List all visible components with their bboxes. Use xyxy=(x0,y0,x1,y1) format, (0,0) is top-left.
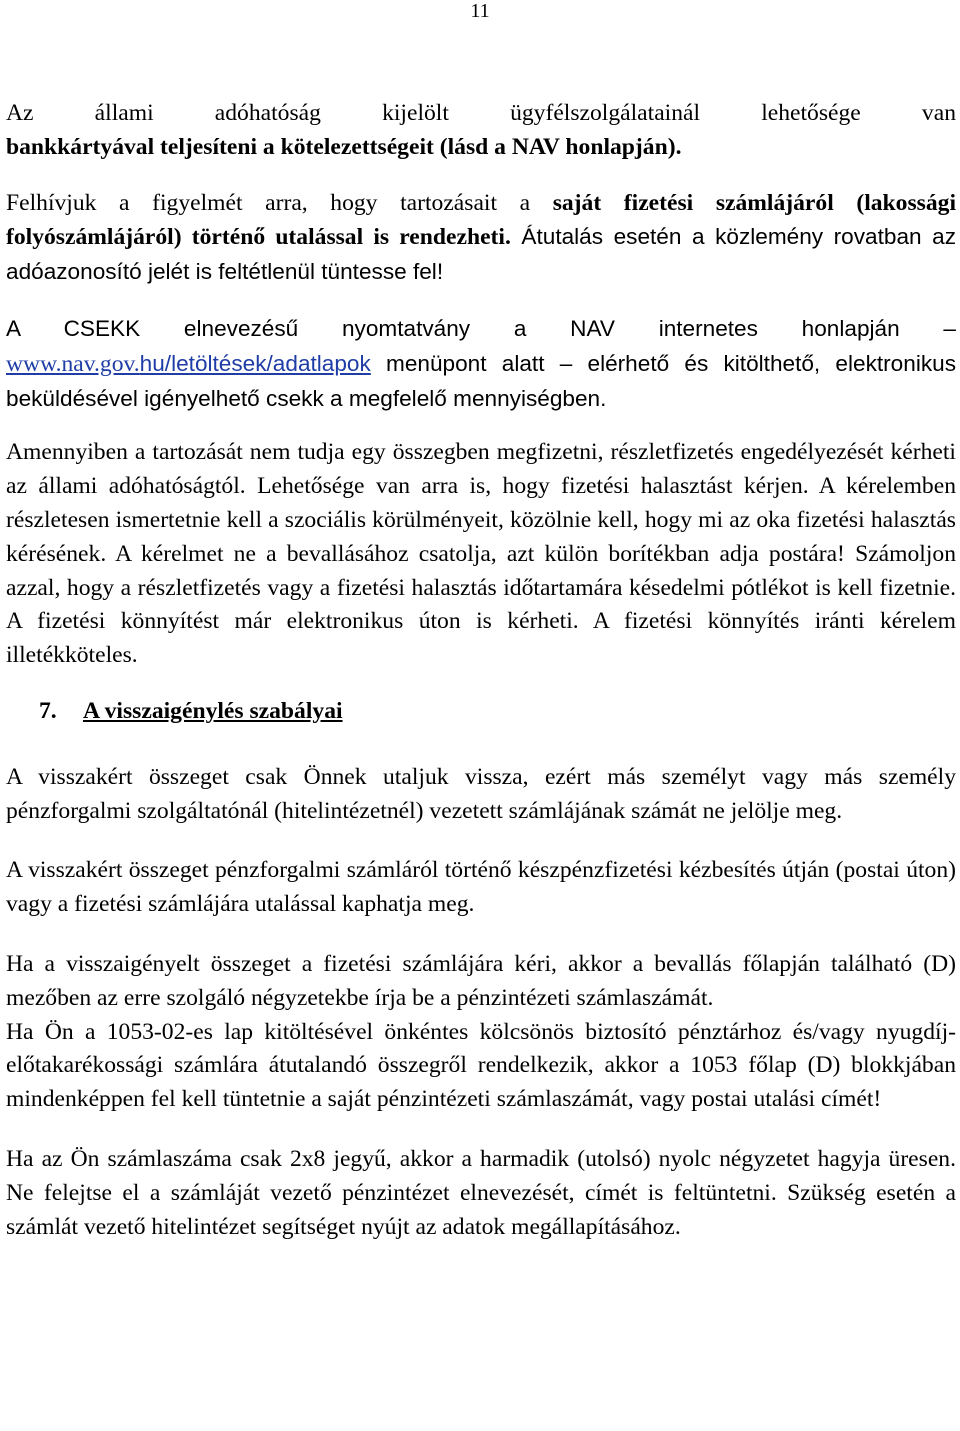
section-title: A visszaigénylés szabályai xyxy=(83,697,343,724)
paragraph-text: menüpont alatt – elérhető és kitölthető, elektronikus beküldésével igényelhető csekk a megfelelő mennyiségben. xyxy=(6,350,956,411)
nav-download-link[interactable]: hu/letöltések/adatlapok xyxy=(139,350,371,376)
paragraph-card-payment xyxy=(6,97,956,165)
paragraph-pension-fund: Ha Ön a 1053-02-es lap kitöltésével önkéntes kölcsönös biztosító pénztárhoz és/vagy nyugdíj-előtakarékossági számlára átutalandó összegről rendelkezik, akkor a 1053 főlap (D) blokkjában mindenképpen fel kell tüntetnie a saját pénzintézeti számlaszámát, vagy postai utalási címét! xyxy=(6,1018,956,1113)
document-body xyxy=(6,97,956,1244)
paragraph-installment: Amennyiben a tartozását nem tudja egy összegben megfizetni, részletfizetés engedélyezését kérheti az állami adóhatóságtól. Lehetősége van arra is, hogy fizetési halasztást kérjen. A kérelemben részletesen ismertetnie kell a szociális körülményeit, közölnie kell, hogy mi az oka fizetési halasztás kérésének. A kérelmet ne a bevallásához csatolja, azt külön borítékban adja postára! Számoljon azzal, hogy a részletfizetés vagy a fizetési halasztás időtartamára késedelmi pótlékot is kell fizetnie. A fizetési könnyítést már elektronikus úton is kérheti. A fizetési könnyítés iránti kérelem illetékköteles. xyxy=(6,439,956,669)
paragraph-text: Átutalás esetén a közlemény rovatban az adóazonosító jelét is feltétlenül tüntesse fel! xyxy=(6,224,956,285)
section-number: 7. xyxy=(39,697,57,724)
paragraph-bold-text: bankkártyával teljesíteni a kötelezettségeit (lásd a NAV honlapján). xyxy=(6,133,682,160)
paragraph-bank-account: Ha a visszaigényelt összeget a fizetési számlájára kéri, akkor a bevallás főlapján található (D) mezőben az erre szolgáló négyzetekbe írja be a pénzintézeti számlaszámát. xyxy=(6,950,956,1011)
paragraph-bank-transfer xyxy=(6,187,956,290)
paragraph-text: Az állami adóhatóság kijelölt ügyfélszolgálatainál lehetősége van xyxy=(6,100,956,126)
section-heading xyxy=(6,695,956,729)
paragraph-account-digits: Ha az Ön számlaszáma csak 2x8 jegyű, akkor a harmadik (utolsó) nyolc négyzetet hagyja üresen. Ne felejtse el a számláját vezető pénzintézet elnevezését, címét is feltüntetni. Szükség esetén a számlát vezető hitelintézet segítséget nyújt az adatok megállapításához. xyxy=(6,1145,956,1240)
nav-website-link[interactable]: www.nav.gov. xyxy=(6,350,140,377)
paragraph-refund-owner: A visszakért összeget csak Önnek utaljuk vissza, ezért más személyt vagy más személy pénzforgalmi szolgáltatónál (hitelintézetnél) vezetett számlájának számát ne jelölje meg. xyxy=(6,763,956,824)
paragraph-cheque-form xyxy=(6,312,956,416)
paragraph-text: Felhívjuk a figyelmét arra, hogy tartozásait a xyxy=(6,189,553,216)
paragraph-text: A CSEKK elnevezésű nyomtatvány a NAV internetes honlapján – xyxy=(6,315,956,341)
paragraph-bold-text: saját fizetési számlájáról (lakossági folyószámlájáról) történő utalással is rendezheti. xyxy=(6,189,956,251)
paragraph-refund-method: A visszakért összeget pénzforgalmi számláról történő készpénzfizetési kézbesítés útján (postai úton) vagy a fizetési számlájára utalással kaphatja meg. xyxy=(6,857,956,918)
page-number: 11 xyxy=(470,0,490,22)
